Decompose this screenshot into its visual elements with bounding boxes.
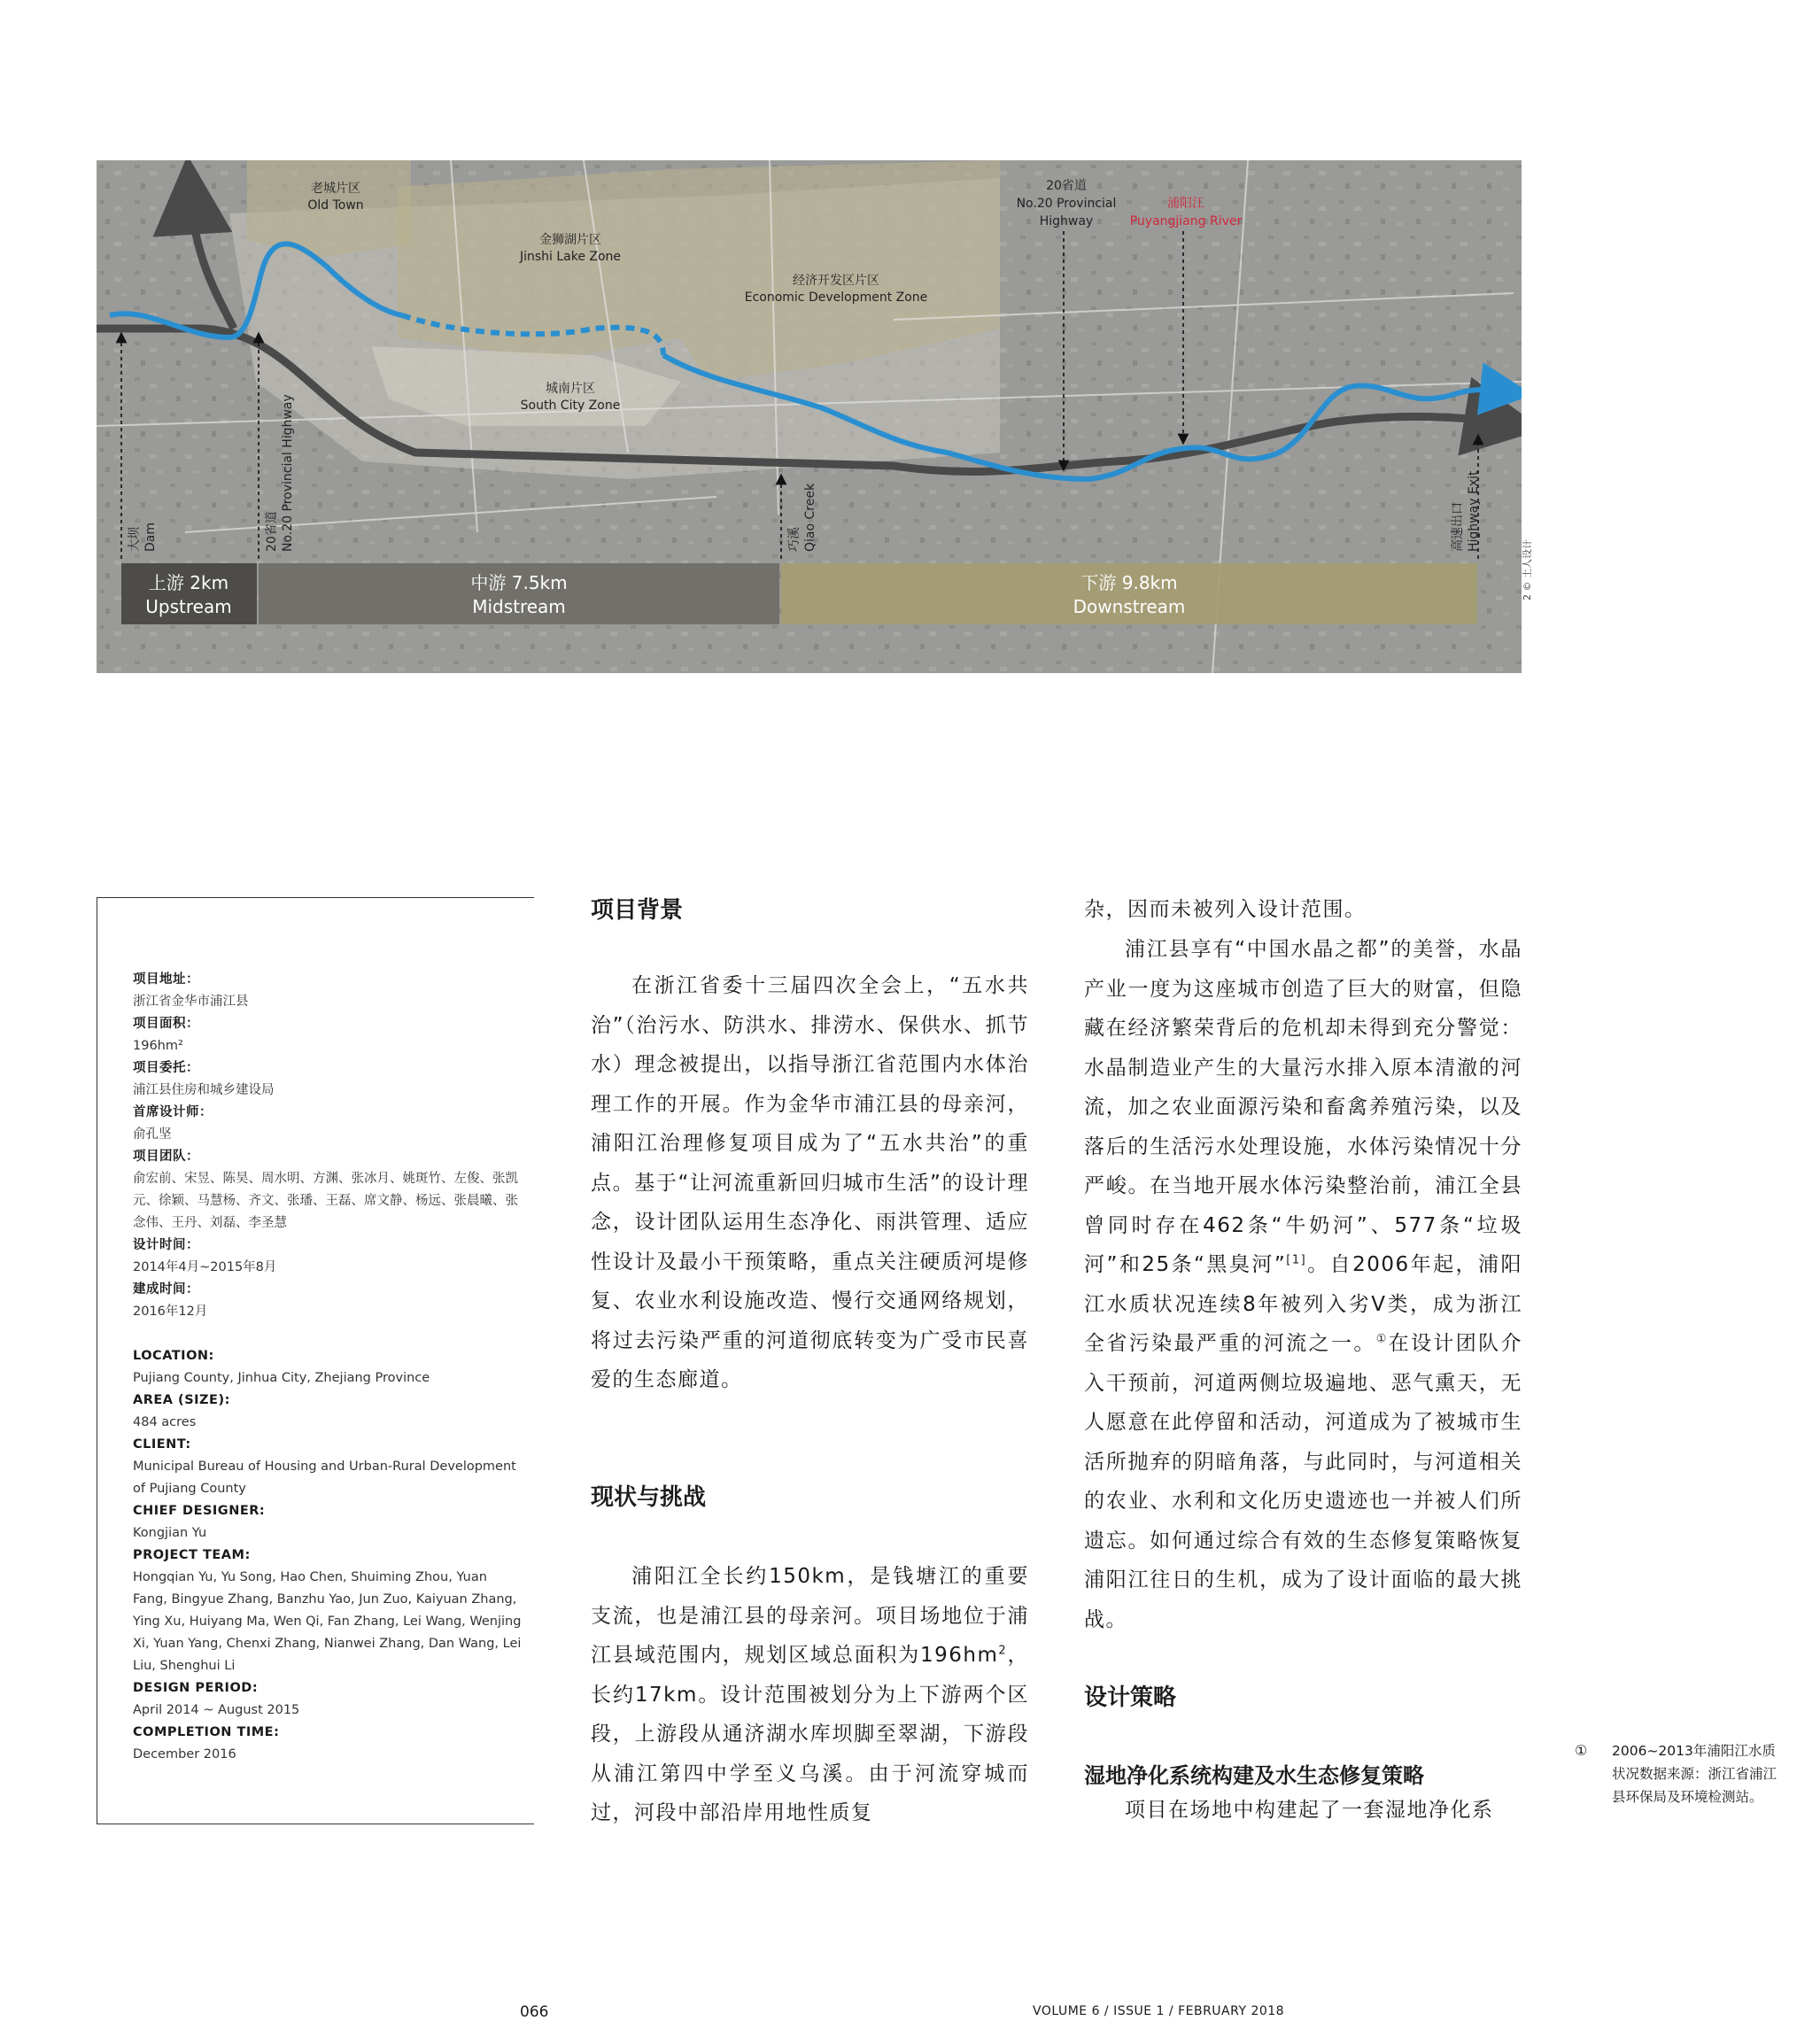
info-team-label: 项目团队：: [133, 1150, 199, 1164]
info-period-value-en: April 2014 ~ August 2015: [133, 1703, 300, 1717]
label-south-en: South City Zone: [520, 399, 621, 413]
crystal-text-a: 浦江县享有“中国水晶之都”的美誉，水晶产业一度为这座城市创造了巨大的财富，但隐藏在经济繁荣背后的危机却未得到充分警觉：水晶制造业产生的大量污水排入原本清澈的河流，加之农业面源污染和畜禽养殖污染，以及落后的生活污水处理设施，水体污染情况十分严峻。在当地开展水体污染整治前，浦江全县曾同时存在462条“牛奶河”、577条“垃圾河”和25条“黑臭河”: [1084, 938, 1522, 1276]
heading-wetland: 湿地净化系统构建及水生态修复策略: [1084, 1763, 1424, 1788]
label-old-town-cn: 老城片区: [311, 182, 360, 196]
band-downstream-cn: 下游 9.8km: [1080, 572, 1178, 593]
label-hwy-left-en: No.20 Provincial Highway: [281, 394, 295, 552]
band-upstream-en: Upstream: [145, 596, 232, 617]
heading-strategy: 设计策略: [1084, 1684, 1177, 1711]
info-client-label-en: CLIENT:: [133, 1437, 191, 1452]
label-dam-cn: 大坝: [128, 527, 142, 552]
info-client-value: 浦江县住房和城乡建设局: [133, 1083, 275, 1097]
crystal-ref: [1]: [1286, 1253, 1307, 1267]
info-designer-value-en: Kongjian Yu: [133, 1526, 207, 1540]
page-number: 066: [520, 2003, 549, 2021]
info-area-label-en: AREA (SIZE):: [133, 1393, 230, 1407]
band-downstream-en: Downstream: [1073, 596, 1186, 617]
label-exit-en: Highway Exit: [1467, 470, 1481, 552]
band-upstream-cn: 上游 2km: [148, 572, 229, 593]
label-exit-cn: 高速出口: [1451, 502, 1465, 552]
label-qiao-cn: 巧溪: [787, 527, 802, 552]
heading-challenge: 现状与挑战: [591, 1484, 707, 1511]
label-qiao-en: Qiao Creek: [803, 483, 817, 552]
footnote-number: ①: [1575, 1742, 1588, 1759]
info-location-label-en: LOCATION:: [133, 1349, 214, 1363]
label-south-cn: 城南片区: [546, 382, 595, 396]
paragraph-wetland: 项目在场地中构建起了一套湿地净化系: [1125, 1799, 1494, 1822]
info-completion-label-en: COMPLETION TIME:: [133, 1725, 280, 1739]
heading-background: 项目背景: [591, 897, 684, 924]
label-hwy-top-cn: 20省道: [1046, 179, 1087, 193]
label-econ-cn: 经济开发区片区: [793, 274, 879, 288]
issue-info: VOLUME 6 / ISSUE 1 / FEBRUARY 2018: [1033, 2004, 1285, 2018]
info-area-value: 196hm²: [133, 1039, 183, 1053]
label-hwy-left-cn: 20省道: [265, 511, 279, 552]
paragraph-background: 在浙江省委十三届四次全会上，“五水共治”（治污水、防洪水、排涝水、保供水、抓节水）理念被提出，以指导浙江省范围内水体治理工作的开展。作为金华市浦江县的母亲河，浦阳江治理修复项目成为了“五水共治”的重点。基于“让河流重新回归城市生活”的设计理念，设计团队运用生态净化、雨洪管理、适应性设计及最小干预策略，重点关注硬质河堤修复、农业水利设施改造、慢行交通网络规划，将过去污染严重的河道彻底转变为广受市民喜爱的生态廊道。: [591, 974, 1029, 1391]
info-designer-label-en: CHIEF DESIGNER:: [133, 1504, 266, 1518]
challenge-sup: 2: [998, 1644, 1008, 1658]
label-hwy-top-en2: Highway: [1039, 214, 1094, 228]
label-old-town-en: Old Town: [307, 198, 364, 213]
label-river-cn: 浦阳江: [1167, 197, 1204, 211]
info-completion-value-en: December 2016: [133, 1747, 236, 1762]
challenge-text-a: 浦阳江全长约150km，是钱塘江的重要支流，也是浦江县的母亲河。项目场地位于浦江县域范围内，规划区域总面积为196hm: [591, 1565, 1029, 1667]
footnote-text: 2006~2013年浦阳江水质状况数据来源：浙江省浦江县环保局及环境检测站。: [1612, 1743, 1777, 1805]
info-client-label: 项目委托：: [133, 1061, 199, 1075]
paragraph-crystal: [1084, 930, 1522, 1639]
project-map: [97, 160, 1522, 673]
band-midstream-cn: 中游 7.5km: [470, 572, 568, 593]
label-jinshi-cn: 金狮湖片区: [539, 233, 601, 247]
info-area-value-en: 484 acres: [133, 1415, 197, 1429]
info-period-label-en: DESIGN PERIOD:: [133, 1681, 259, 1695]
info-client-value-en: Municipal Bureau of Housing and Urban-Rural Development of Pujiang County: [133, 1460, 516, 1496]
info-address-value: 浙江省金华市浦江县: [133, 995, 249, 1009]
crystal-footnote-mark: ①: [1375, 1332, 1389, 1346]
info-completion-value: 2016年12月: [133, 1305, 208, 1319]
info-designer-value: 俞孔坚: [133, 1127, 172, 1142]
label-econ-en: Economic Development Zone: [744, 290, 928, 305]
info-completion-label: 建成时间：: [133, 1282, 199, 1297]
label-hwy-top-en1: No.20 Provincial: [1016, 197, 1117, 211]
info-period-value: 2014年4月~2015年8月: [133, 1260, 277, 1274]
info-area-label: 项目面积：: [133, 1017, 199, 1031]
info-period-label: 设计时间：: [133, 1238, 199, 1252]
map-graphic: [97, 160, 1522, 673]
info-location-value-en: Pujiang County, Jinhua City, Zhejiang Province: [133, 1371, 430, 1385]
crystal-text-c: 在设计团队介入干预前，河道两侧垃圾遍地、恶气熏天，无人愿意在此停留和活动，河道成为了被城市生活所抛弃的阴暗角落，与此同时，与河道相关的农业、水利和文化历史遗迹也一并被人们所遗忘。如何通过综合有效的生态修复策略恢复浦阳江往日的生机，成为了设计面临的最大挑战。: [1084, 1332, 1523, 1631]
paragraph-continued: 杂，因而未被列入设计范围。: [1084, 898, 1367, 921]
info-address-label: 项目地址：: [133, 972, 199, 987]
info-designer-label: 首席设计师：: [133, 1105, 213, 1119]
label-dam-en: Dam: [143, 523, 158, 552]
info-team-label-en: PROJECT TEAM:: [133, 1548, 251, 1562]
project-info-box: [97, 897, 534, 1824]
crystal-text-b: 。自2006年起，浦阳江水质状况连续8年被列入劣Ⅴ类，成为浙江全省污染最严重的河流之一。: [1084, 1253, 1522, 1355]
paragraph-challenge: [591, 1557, 1029, 1833]
challenge-text-b: ，长约17km。设计范围被划分为上下游两个区段，上游段从通济湖水库坝脚至翠湖，下游段从浦江第四中学至义乌溪。由于河流穿城而过，河段中部沿岸用地性质复: [591, 1644, 1030, 1824]
map-credit: 2 © 土人设计: [1522, 539, 1533, 600]
info-team-value: 俞宏前、宋昱、陈昊、周水明、方渊、张冰月、姚斑竹、左俊、张凯元、徐颖、马慧杨、齐文、张璠、王磊、席文静、杨远、张晨曦、张念伟、王丹、刘磊、李圣慧: [133, 1172, 518, 1230]
info-team-value-en: Hongqian Yu, Yu Song, Hao Chen, Shuiming Zhou, Yuan Fang, Bingyue Zhang, Banzhu Yao, Jun Zuo, Kaiyuan Zhang, Ying Xu, Huiyang Ma, Wen Qi, Fan Zhang, Lei Wang, Wenjing Xi, Yuan Yang, Chenxi Zhang, Nianwei Zhang, Dan Wang, Lei Liu, Shenghui Li: [133, 1570, 522, 1673]
label-jinshi-en: Jinshi Lake Zone: [519, 250, 622, 264]
zone-jinshi-lake: [398, 169, 681, 360]
band-midstream-en: Midstream: [472, 596, 566, 617]
label-river-en: Puyangjiang River: [1129, 214, 1243, 228]
